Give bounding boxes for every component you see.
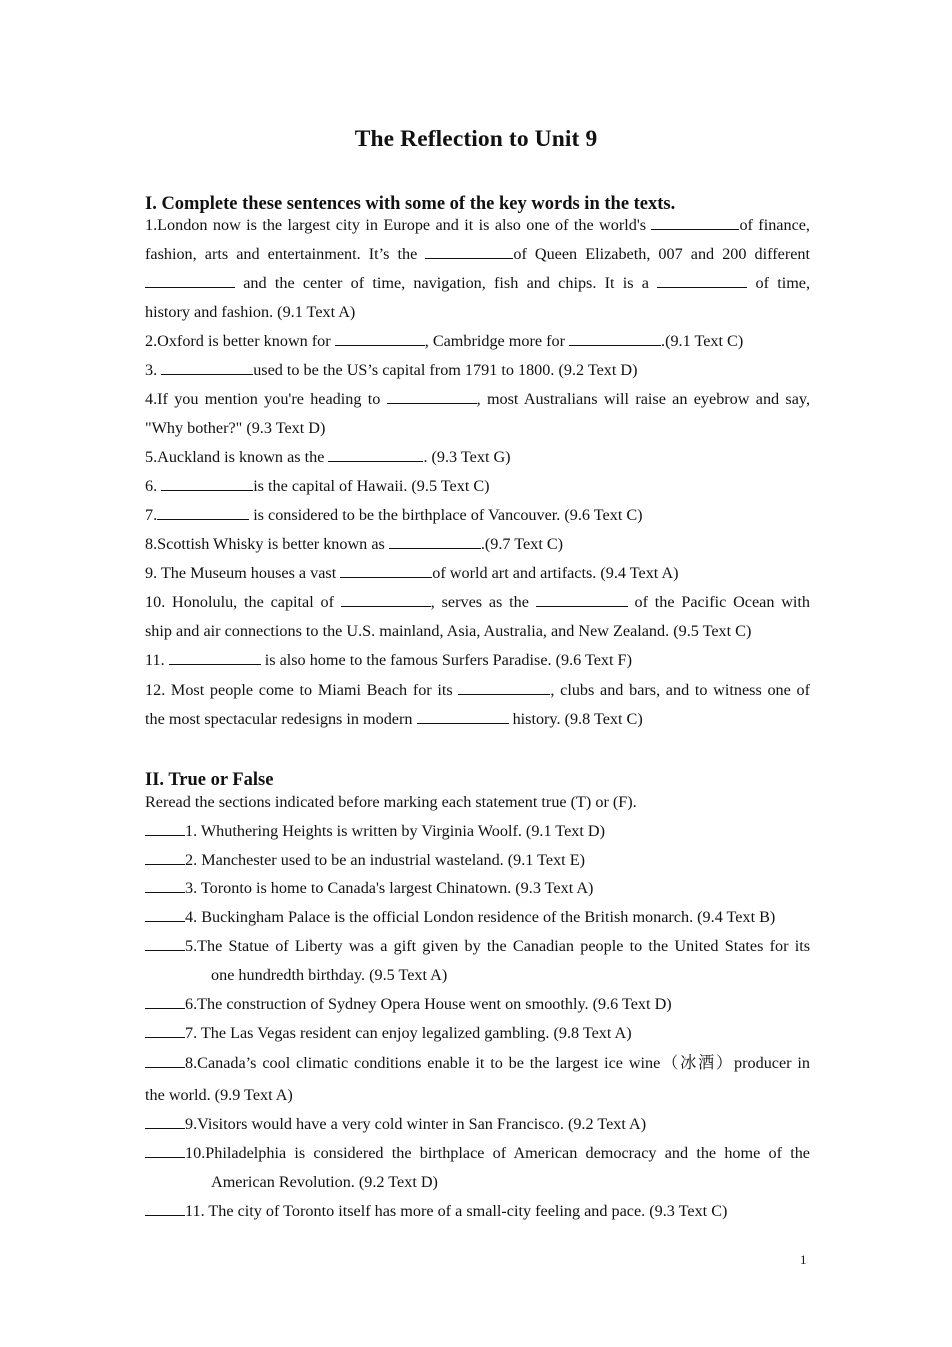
tf-answer-blank[interactable] — [145, 878, 185, 893]
s1-line-14: 10. Honolulu, the capital of , serves as the of the Pacific Ocean with — [145, 593, 811, 611]
answer-blank[interactable] — [569, 331, 661, 346]
tf-answer-blank[interactable] — [145, 1201, 185, 1216]
s1-line-8: "Why bother?" (9.3 Text D) — [145, 419, 326, 437]
s1-line-17: 12. Most people come to Miami Beach for its , clubs and bars, and to witness one of — [145, 681, 810, 699]
s1-line-9: 5.Auckland is known as the . (9.3 Text G) — [145, 448, 511, 466]
s1-line-18: the most spectacular redesigns in modern history. (9.8 Text C) — [145, 710, 643, 728]
tf-item-1: 1. Whuthering Heights is written by Virginia Woolf. (9.1 Text D) — [145, 821, 810, 841]
s1-line-16: 11. is also home to the famous Surfers Paradise. (9.6 Text F) — [145, 651, 632, 669]
page-number: 1 — [800, 1252, 807, 1267]
tf-answer-blank[interactable] — [145, 936, 185, 951]
answer-blank[interactable] — [458, 680, 550, 695]
tf-answer-blank[interactable] — [145, 907, 185, 922]
tf-item-8: 8.Canada’s cool climatic conditions enable it to be the largest ice wine（冰酒）producer in — [145, 1053, 810, 1073]
tf-item-4: 4. Buckingham Palace is the official London residence of the British monarch. (9.4 Text B) — [145, 907, 810, 927]
tf-item-9: 9.Visitors would have a very cold winter in San Francisco. (9.2 Text A) — [145, 1114, 810, 1134]
page-title: The Reflection to Unit 9 — [354, 126, 598, 152]
s1-line-12: 8.Scottish Whisky is better known as .(9.7 Text C) — [145, 535, 564, 553]
s1-line-13: 9. The Museum houses a vast of world art and artifacts. (9.4 Text A) — [145, 564, 679, 582]
answer-blank[interactable] — [161, 360, 253, 375]
s1-line-3: and the center of time, navigation, fish and chips. It is a of time, — [145, 273, 810, 293]
tf-item-7: 7. The Las Vegas resident can enjoy legalized gambling. (9.8 Text A) — [145, 1023, 810, 1043]
answer-blank[interactable] — [536, 592, 628, 607]
answer-blank[interactable] — [328, 447, 423, 462]
s1-line-10: 6. is the capital of Hawaii. (9.5 Text C) — [145, 477, 490, 495]
tf-item-10-cont: American Revolution. (9.2 Text D) — [211, 1173, 438, 1191]
tf-item-11: 11. The city of Toronto itself has more of a small-city feeling and pace. (9.3 Text C) — [145, 1201, 810, 1221]
answer-blank[interactable] — [389, 534, 481, 549]
s1-line-1: 1.London now is the largest city in Europe and it is also one of the world's of finance, — [145, 216, 810, 234]
answer-blank[interactable] — [425, 244, 513, 259]
s1-line-15: ship and air connections to the U.S. mainland, Asia, Australia, and New Zealand. (9.5 Text C) — [145, 622, 752, 640]
answer-blank[interactable] — [169, 650, 261, 665]
s1-line-11: 7. is considered to be the birthplace of Vancouver. (9.6 Text C) — [145, 506, 643, 524]
tf-answer-blank[interactable] — [145, 1114, 185, 1129]
answer-blank[interactable] — [417, 709, 509, 724]
s1-line-7: 4.If you mention you're heading to , most Australians will raise an eyebrow and say, — [145, 390, 810, 408]
s1-line-4: history and fashion. (9.1 Text A) — [145, 303, 356, 321]
tf-item-8-cont: the world. (9.9 Text A) — [145, 1086, 293, 1104]
answer-blank[interactable] — [341, 592, 431, 607]
tf-answer-blank[interactable] — [145, 1023, 185, 1038]
answer-blank[interactable] — [335, 331, 425, 346]
tf-answer-blank[interactable] — [145, 821, 185, 836]
section-1-heading: I. Complete these sentences with some of the key words in the texts. — [145, 194, 676, 214]
answer-blank[interactable] — [657, 273, 747, 288]
s1-line-5: 2.Oxford is better known for , Cambridge more for .(9.1 Text C) — [145, 332, 744, 350]
tf-answer-blank[interactable] — [145, 994, 185, 1009]
tf-item-6: 6.The construction of Sydney Opera House went on smoothly. (9.6 Text D) — [145, 994, 810, 1014]
answer-blank[interactable] — [145, 273, 235, 288]
tf-answer-blank[interactable] — [145, 1053, 185, 1068]
answer-blank[interactable] — [161, 476, 253, 491]
s1-line-2: fashion, arts and entertainment. It’s the of Queen Elizabeth, 007 and 200 different — [145, 245, 810, 263]
s1-line-6: 3. used to be the US’s capital from 1791 to 1800. (9.2 Text D) — [145, 361, 638, 379]
tf-item-3: 3. Toronto is home to Canada's largest Chinatown. (9.3 Text A) — [145, 878, 810, 898]
answer-blank[interactable] — [157, 505, 249, 520]
tf-item-5: 5.The Statue of Liberty was a gift given by the Canadian people to the United States for its — [145, 936, 810, 956]
s2-intro: Reread the sections indicated before marking each statement true (T) or (F). — [145, 793, 637, 811]
tf-answer-blank[interactable] — [145, 850, 185, 865]
answer-blank[interactable] — [387, 389, 477, 404]
answer-blank[interactable] — [651, 215, 739, 230]
section-2-heading: II. True or False — [145, 770, 274, 790]
tf-item-2: 2. Manchester used to be an industrial wasteland. (9.1 Text E) — [145, 850, 810, 870]
tf-answer-blank[interactable] — [145, 1143, 185, 1158]
answer-blank[interactable] — [340, 563, 432, 578]
tf-item-10: 10.Philadelphia is considered the birthplace of American democracy and the home of the — [145, 1143, 810, 1163]
tf-item-5-cont: one hundredth birthday. (9.5 Text A) — [211, 966, 448, 984]
